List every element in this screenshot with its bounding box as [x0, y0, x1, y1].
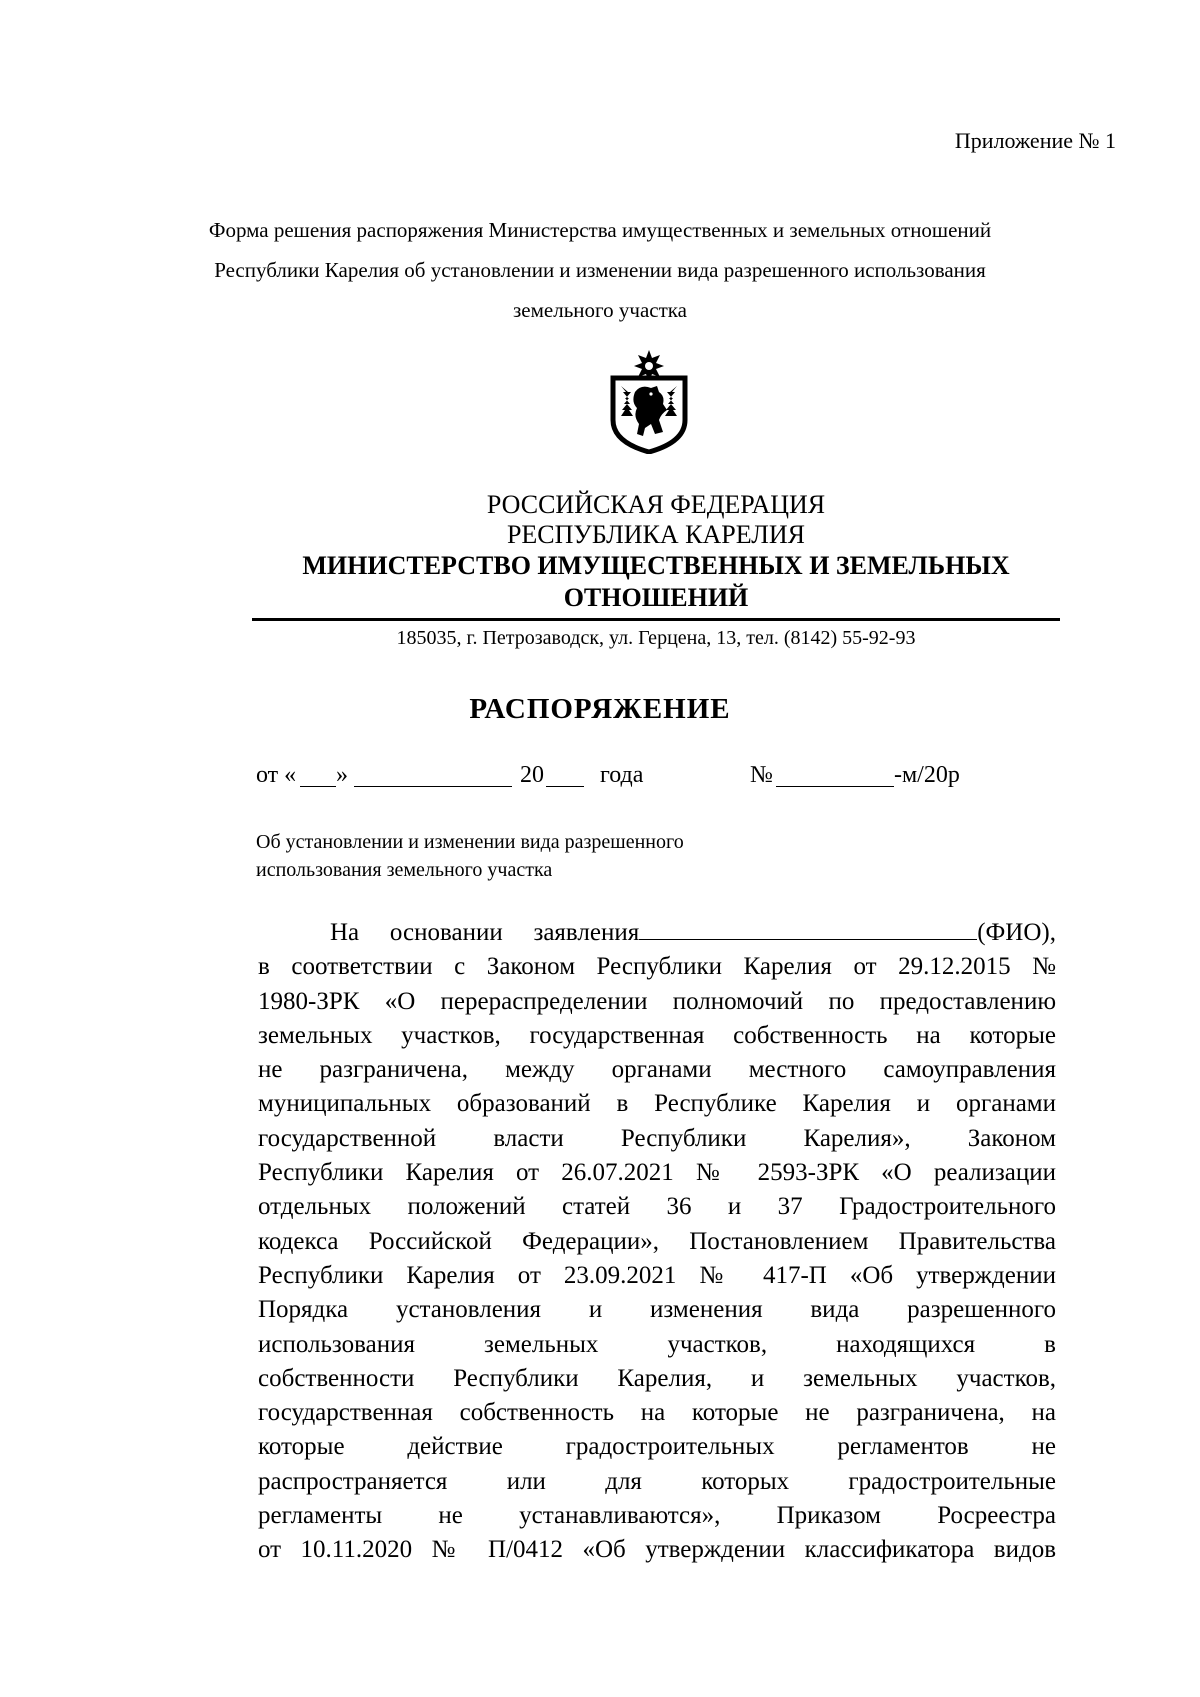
body-line: Порядка установления и изменения вида разрешенного	[258, 1296, 1056, 1324]
body-line: муниципальных образований в Республике Карелия и органами	[258, 1090, 1056, 1118]
body-line: кодекса Российской Федерации», Постановлением Правительства	[258, 1227, 1056, 1255]
document-subject	[256, 828, 684, 884]
form-title-line: Форма решения распоряжения Министерства имущественных и земельных отношений	[208, 218, 992, 242]
form-title-line: земельного участка	[513, 298, 687, 322]
year-word: года	[600, 762, 644, 788]
ministry-address: 185035, г. Петрозаводск, ул. Герцена, 13, тел. (8142) 55-92-93	[396, 627, 916, 649]
body-line: земельных участков, государственная собственность на которые	[258, 1021, 1056, 1049]
number-suffix: -м/20р	[894, 762, 960, 788]
country-name: РОССИЙСКАЯ ФЕДЕРАЦИЯ	[486, 490, 826, 519]
fio-blank	[639, 917, 977, 940]
body-line: собственности Республики Карелия, и земельных участков,	[258, 1364, 1056, 1392]
ministry-header	[252, 490, 1060, 653]
subject-line: использования земельного участка	[256, 859, 553, 881]
body-line: использования земельных участков, находящихся в	[258, 1330, 1056, 1358]
body-line: государственной власти Республики Карелия», Законом	[258, 1124, 1056, 1152]
ministry-name-line1: МИНИСТЕРСТВО ИМУЩЕСТВЕННЫХ И ЗЕМЕЛЬНЫХ	[302, 551, 1010, 580]
body-first-line: На основании заявления (ФИО),	[330, 919, 1056, 946]
document-type-title: РАСПОРЯЖЕНИЕ	[469, 693, 731, 725]
body-line: отдельных положений статей 36 и 37 Градостроительного	[258, 1193, 1056, 1221]
date-close-quote: »	[336, 762, 348, 788]
body-line: государственная собственность на которые не разграничена, на	[258, 1399, 1056, 1427]
republic-name: РЕСПУБЛИКА КАРЕЛИЯ	[506, 520, 806, 549]
appendix-label: Приложение № 1	[954, 128, 1116, 153]
header-divider	[252, 618, 1060, 621]
ministry-name-line2: ОТНОШЕНИЙ	[563, 583, 749, 612]
body-line: Республики Карелия от 26.07.2021 № 2593-ЗРК «О реализации	[258, 1159, 1056, 1187]
coat-of-arms-emblem	[605, 348, 693, 454]
number-sign: №	[750, 762, 773, 788]
form-title-line: Республики Карелия об установлении и изменении вида разрешенного использования	[214, 258, 986, 282]
form-title	[100, 210, 1100, 330]
body-line: 1980-ЗРК «О перераспределении полномочий по предоставлению	[258, 987, 1056, 1015]
body-line: Республики Карелия от 23.09.2021 № 417-П «Об утверждении	[258, 1261, 1056, 1289]
body-line: от 10.11.2020 № П/0412 «Об утверждении классификатора видов	[258, 1536, 1056, 1564]
body-line: в соответствии с Законом Республики Карелия от 29.12.2015 №	[258, 953, 1056, 981]
body-line: распространяется или для которых градостроительные	[258, 1467, 1056, 1495]
body-line: регламенты не устанавливаются», Приказом Росреестра	[258, 1502, 1056, 1530]
body-line: не разграничена, между органами местного самоуправления	[258, 1056, 1056, 1084]
date-number-line	[256, 762, 1056, 796]
document-body	[258, 916, 1056, 1568]
year-prefix: 20	[520, 762, 544, 788]
body-line: которые действие градостроительных регламентов не	[258, 1433, 1056, 1461]
date-from-label: от «	[256, 762, 297, 788]
subject-line: Об установлении и изменении вида разрешенного	[256, 831, 684, 853]
